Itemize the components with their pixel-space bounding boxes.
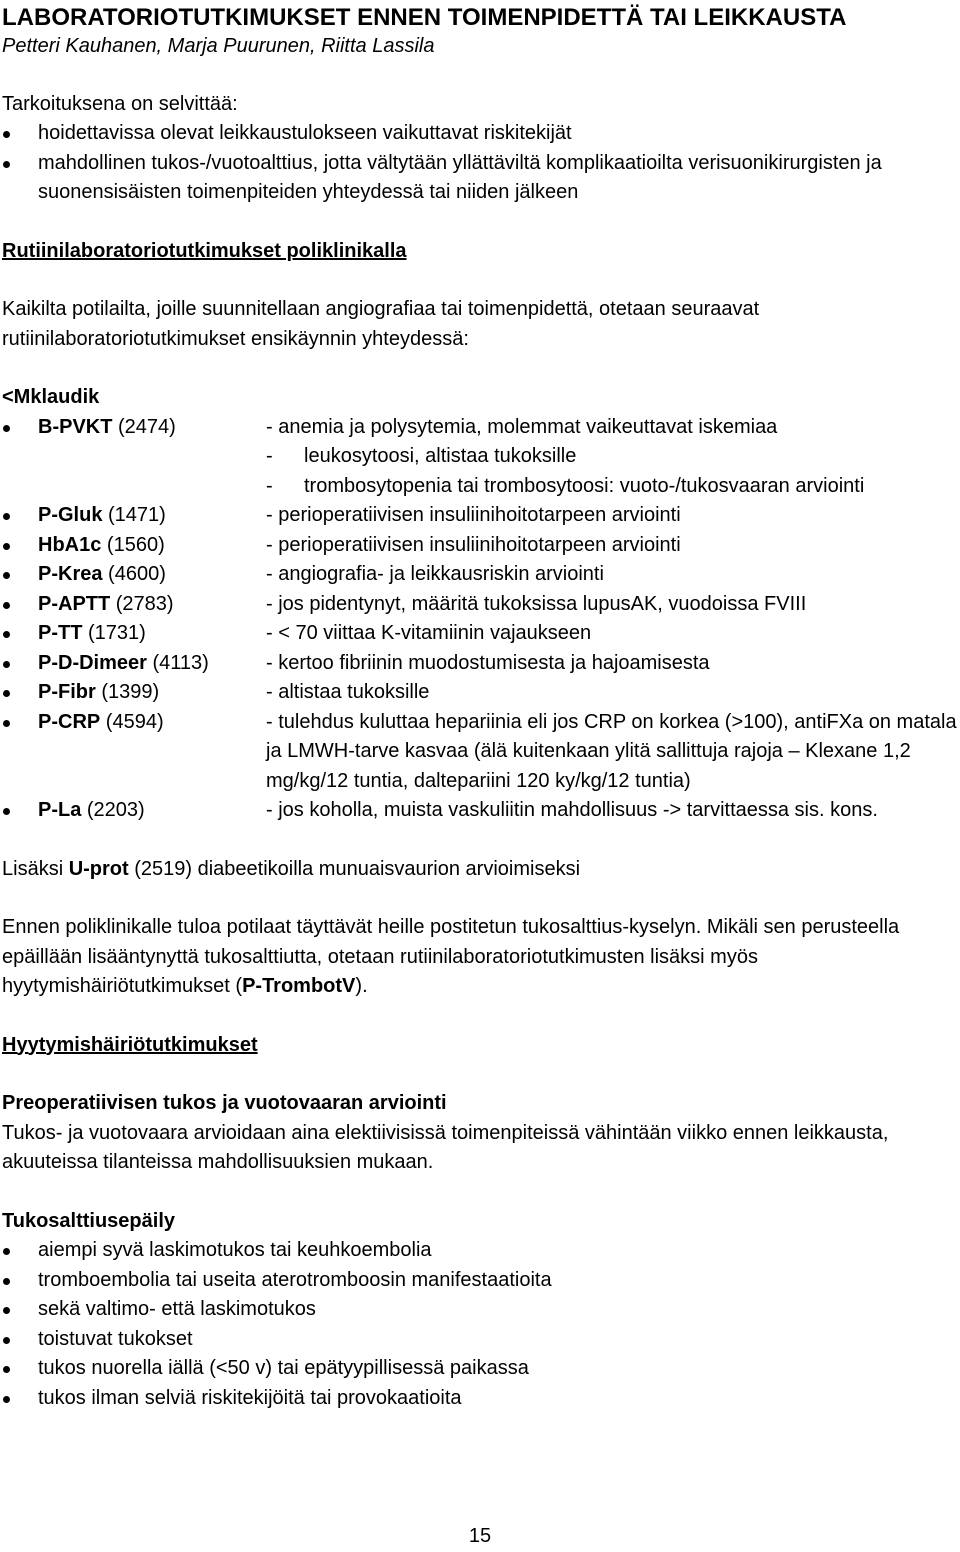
lab-code: (1560) [101,533,165,556]
purpose-heading: Tarkoituksena on selvittää: [2,92,238,115]
lab-name: P-CRP [38,710,101,733]
list-item: aiempi syvä laskimotukos tai keuhkoembolia [2,1236,958,1266]
document-page [2,4,958,1413]
lab-list [2,413,958,826]
lab-name: P-D-Dimeer [38,651,147,674]
uprot-test: U-prot [68,857,129,880]
lab-name: P-TT [38,622,83,644]
list-item: toistuvat tukokset [2,1325,958,1355]
uprot-paragraph: Lisäksi U-prot (2519) diabeetikoilla munuaisvaurion arvioimiseksi [2,857,581,880]
routine-heading: Rutiinilaboratoriotutkimukset poliklinikalla [2,239,407,262]
trombotv-test: P-TrombotV [242,975,356,997]
lab-name: P-Gluk [38,504,103,526]
lab-code: (2474) [112,415,176,438]
lab-desc: - anemia ja polysytemia, molemmat vaikeuttavat iskemiaa [266,415,778,438]
preop-text: Tukos- ja vuotovaara arvioidaan aina elektiivisissä toimenpiteissä vähintään viikko ennen leikkausta, akuuteissa tilanteissa mahdollisuuksien mukaan. [2,1121,889,1173]
lab-desc: - tulehdus kuluttaa hepariinia eli jos CRP on korkea (>100), antiFXa on matala ja LMWH-tarve kasvaa (älä kuitenkaan ylitä sallittuja rajoja – Klexane 1,2 mg/kg/12 tuntia, daltepariini 120 ky/kg/12 tuntia) [266,710,957,792]
lab-row [2,531,958,561]
page-number: 15 [468,1525,492,1547]
lab-name: P-Fibr [38,681,96,703]
lab-name: P-Krea [38,563,103,585]
lab-row [2,560,958,590]
list-item: sekä valtimo- että laskimotukos [2,1295,958,1325]
lab-desc: - kertoo fibriinin muodostumisesta ja hajoamisesta [266,651,710,674]
lab-code: (1471) [102,504,166,526]
suspicion-heading: Tukosalttiusepäily [2,1209,176,1232]
lab-desc: - altistaa tukoksille [266,681,430,703]
preop-heading: Preoperatiivisen tukos ja vuotovaaran arviointi [2,1092,447,1114]
lab-row [2,796,958,826]
lab-desc: - perioperatiivisen insuliinihoitotarpeen arviointi [266,533,681,556]
lab-desc: - jos koholla, muista vaskuliitin mahdollisuus -> tarvittaessa sis. kons. [266,799,878,821]
questionnaire-paragraph: Ennen poliklinikalle tuloa potilaat täyttävät heille postitetun tukosalttius-kyselyn. Mikäli sen perusteella epäillään lisääntynyttä tukosalttiutta, otetaan rutiinilaboratoriotutkimusten lisäksi myös hyytymishäiriötutkimukset (P-TrombotV). [2,916,900,997]
lab-row [2,708,958,797]
lab-sub-desc: trombosytopenia tai trombosytoosi: vuoto-/tukosvaaran arviointi [304,474,865,497]
lab-name: HbA1c [38,533,102,556]
coag-heading: Hyytymishäiriötutkimukset [2,1033,258,1056]
lab-row: B-PVKT (2474) - anemia ja polysytemia, molemmat vaikeuttavat iskemiaa - leukosytoosi, altistaa tukoksille - trombosytopenia tai trombosytoosi: vuoto-/tukosvaaran arviointi [2,413,958,502]
lab-desc: - jos pidentynyt, määritä tukoksissa lupusAK, vuodoissa FVIII [266,592,807,615]
list-item: tukos ilman selviä riskitekijöitä tai provokaatioita [2,1384,958,1414]
list-item: tromboembolia tai useita aterotromboosin manifestaatioita [2,1266,958,1296]
routine-intro: Kaikilta potilailta, joille suunnitellaan angiografiaa tai toimenpidettä, otetaan seuraavat rutiinilaboratoriotutkimukset ensikäynnin yhteydessä: [2,298,760,350]
lab-name: P-La [38,799,82,821]
lab-row [2,501,958,531]
lab-code: (2783) [110,592,174,615]
suspicion-list [2,1236,958,1413]
lab-code: (4113) [146,651,209,674]
lab-row [2,619,958,649]
lab-row [2,590,958,620]
lab-name: B-PVKT [38,415,113,438]
purpose-list [2,119,958,208]
document-title: LABORATORIOTUTKIMUKSET ENNEN TOIMENPIDETTÄ TAI LEIKKAUSTA [2,4,847,31]
lab-desc: - angiografia- ja leikkausriskin arviointi [266,563,604,585]
lab-code: (1731) [82,622,146,644]
list-item: hoidettavissa olevat leikkaustulokseen vaikuttavat riskitekijät [2,119,958,149]
lab-sub-desc: leukosytoosi, altistaa tukoksille [304,445,577,467]
lab-code: (4600) [102,563,166,585]
lab-code: (4594) [100,710,164,733]
list-item: tukos nuorella iällä (<50 v) tai epätyypillisessä paikassa [2,1354,958,1384]
lab-code: (2203) [81,799,145,821]
lab-desc: - < 70 viittaa K-vitamiinin vajaukseen [266,622,592,644]
lab-row [2,649,958,679]
lab-code: (1399) [95,681,160,703]
list-item: mahdollinen tukos-/vuotoalttius, jotta vältytään yllättäviltä komplikaatioilta verisuonikirurgisten ja suonensisäisten toimenpiteiden yhteydessä tai niiden jälkeen [2,149,958,208]
authors: Petteri Kauhanen, Marja Puurunen, Riitta Lassila [2,35,435,57]
lab-name: P-APTT [38,592,111,615]
lab-desc: - perioperatiivisen insuliinihoitotarpeen arviointi [266,504,681,526]
mklaudik-label: <Mklaudik [2,386,100,408]
lab-row [2,678,958,708]
